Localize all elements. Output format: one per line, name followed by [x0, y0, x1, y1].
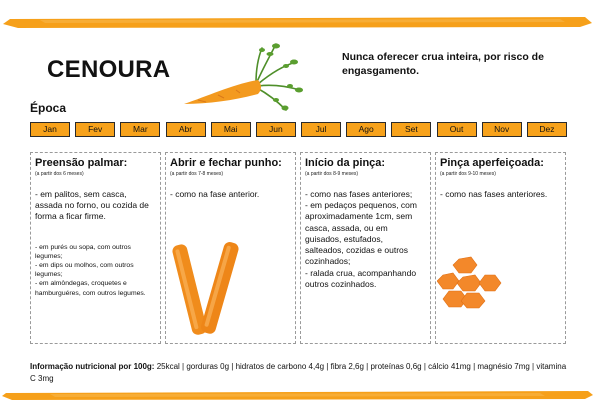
- month-jan: Jan: [30, 122, 70, 137]
- nutrition-info: [30, 361, 570, 384]
- month-jul: Jul: [301, 122, 341, 137]
- bottom-brush-stroke: [0, 385, 595, 403]
- stage-text: - como na fase anterior.: [170, 189, 260, 199]
- month-set: Set: [391, 122, 431, 137]
- stage-text: - como nas fases anteriores.: [440, 189, 548, 199]
- stage-title: Abrir e fechar punho:: [170, 157, 282, 169]
- month-dez: Dez: [527, 122, 567, 137]
- stage-age: (a partir dos 8-9 meses): [305, 171, 359, 177]
- stage-pincer-start: [300, 152, 431, 344]
- month-mar: Mar: [120, 122, 160, 137]
- safety-warning: Nunca oferecer crua inteira, por risco de engasgamento.: [342, 51, 544, 78]
- season-months: [30, 122, 567, 137]
- stage-title: Preensão palmar:: [35, 157, 128, 169]
- stage-title: Pinça aperfeiçoada:: [440, 157, 544, 169]
- month-abr: Abr: [166, 122, 206, 137]
- carrot-pieces-image: [437, 253, 503, 309]
- month-jun: Jun: [256, 122, 296, 137]
- month-mai: Mai: [211, 122, 251, 137]
- nutrition-values: 25kcal | gorduras 0g | hidratos de carbono 4,4g | fibra 2,6g | proteínas 0,6g | cálcio 41mg | magnésio 7mg | vitamina C 3mg: [30, 362, 567, 383]
- month-nov: Nov: [482, 122, 522, 137]
- carrot-sticks-image: [168, 237, 244, 341]
- stage-age: (a partir dos 6 meses): [35, 171, 84, 177]
- month-out: Out: [437, 122, 477, 137]
- stage-extra-text: - em purés ou sopa, com outros legumes; - em dips ou molhos, com outros legumes; - em almôndegas, croquetes e hamburguéres, com outros legumes.: [35, 243, 146, 297]
- stage-age: (a partir dos 9-10 meses): [440, 171, 496, 177]
- stage-palmar-grasp: [30, 152, 161, 344]
- stage-age: (a partir dos 7-8 meses): [170, 171, 224, 177]
- page-title: CENOURA: [47, 56, 171, 83]
- stage-title: Início da pinça:: [305, 157, 386, 169]
- stage-text: - em palitos, sem casca, assada no forno, ou cozida de forma a ficar firme.: [35, 189, 149, 222]
- nutrition-label: Informação nutricional por 100g:: [30, 362, 155, 371]
- season-label: Época: [30, 101, 67, 115]
- stage-pincer-refined: [435, 152, 566, 344]
- stage-text: - como nas fases anteriores; - em pedaços pequenos, com aproximadamente 1cm, sem casca, assada, ou em guisados, estufados, salteados, cozidas e outros cozinhados; - ralada crua, acompanhando outros cozinhados.: [305, 189, 417, 289]
- top-brush-stroke: [0, 12, 595, 32]
- month-ago: Ago: [346, 122, 386, 137]
- month-fev: Fev: [75, 122, 115, 137]
- carrot-illustration: [178, 38, 308, 116]
